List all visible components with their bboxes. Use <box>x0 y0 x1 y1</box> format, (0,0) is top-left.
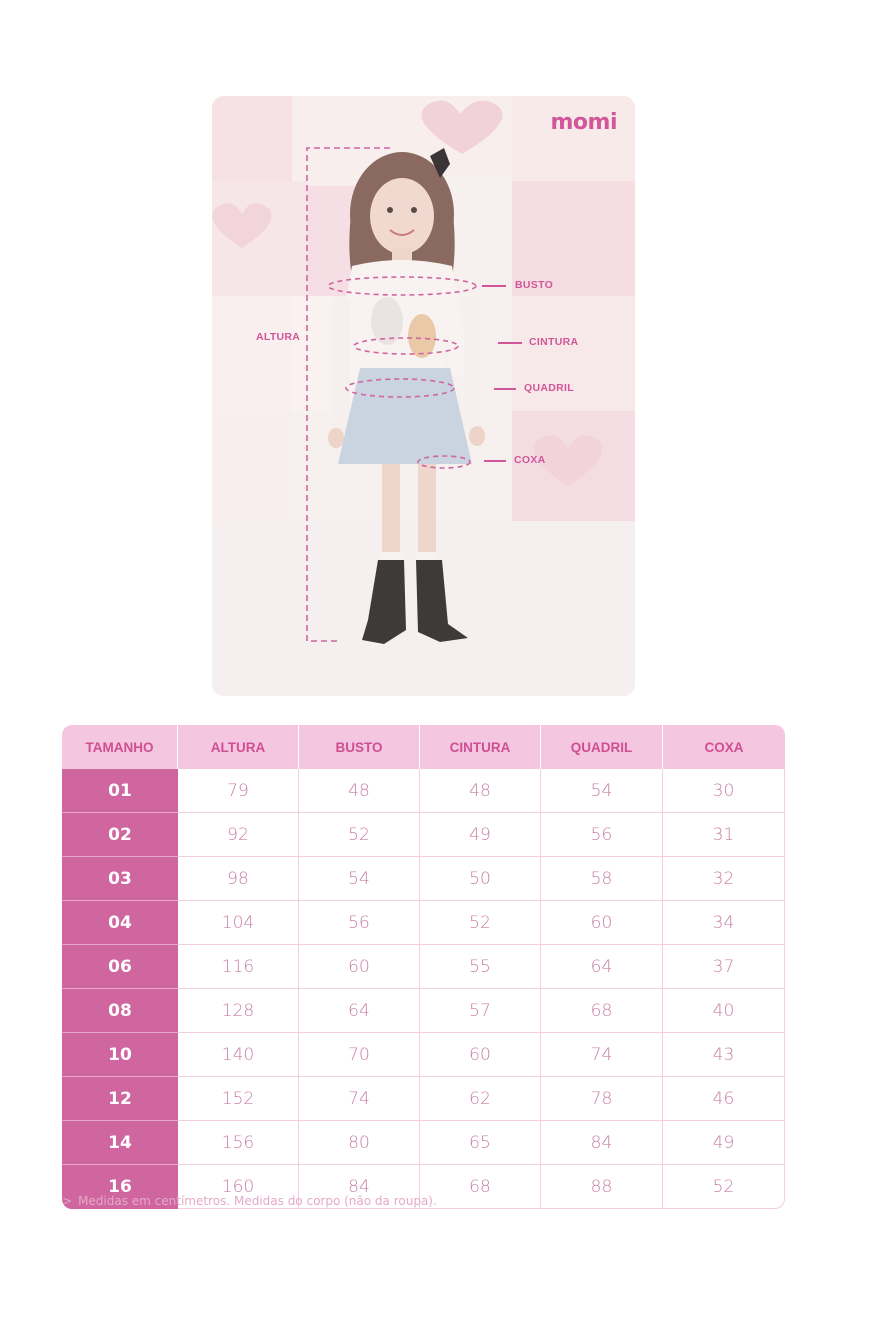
table-row <box>62 989 785 1033</box>
coxa-cell: 49 <box>663 1121 785 1165</box>
altura-cell: 92 <box>178 813 299 857</box>
quadril-cell: 56 <box>541 813 663 857</box>
size-cell: 01 <box>62 769 178 813</box>
busto-label: BUSTO <box>515 279 554 291</box>
cintura-cell: 65 <box>420 1121 541 1165</box>
footnote-text: Medidas em centímetros. Medidas do corpo (não da roupa). <box>78 1194 437 1208</box>
busto-cell: 64 <box>299 989 420 1033</box>
quadril-cell: 60 <box>541 901 663 945</box>
table-row <box>62 1121 785 1165</box>
busto-cell: 74 <box>299 1077 420 1121</box>
altura-cell: 116 <box>178 945 299 989</box>
busto-cell: 52 <box>299 813 420 857</box>
quadril-cell: 88 <box>541 1165 663 1209</box>
footnote <box>62 1194 437 1208</box>
cintura-cell: 52 <box>420 901 541 945</box>
cintura-cell: 50 <box>420 857 541 901</box>
size-cell: 08 <box>62 989 178 1033</box>
busto-cell: 84 <box>299 1165 420 1209</box>
measurement-photo <box>212 96 635 696</box>
size-cell: 04 <box>62 901 178 945</box>
coxa-line <box>484 460 506 462</box>
quadril-cell: 78 <box>541 1077 663 1121</box>
header-busto: BUSTO <box>299 725 420 769</box>
coxa-cell: 40 <box>663 989 785 1033</box>
coxa-cell: 46 <box>663 1077 785 1121</box>
size-cell: 06 <box>62 945 178 989</box>
quadril-cell: 68 <box>541 989 663 1033</box>
cintura-label: CINTURA <box>529 336 579 348</box>
quadril-cell: 64 <box>541 945 663 989</box>
header-coxa: COXA <box>663 725 785 769</box>
coxa-cell: 37 <box>663 945 785 989</box>
child-illustration <box>212 96 635 696</box>
chevron-right-icon: > <box>62 1194 73 1208</box>
altura-cell: 128 <box>178 989 299 1033</box>
altura-cell: 160 <box>178 1165 299 1209</box>
cintura-cell: 60 <box>420 1033 541 1077</box>
busto-line <box>482 285 506 287</box>
busto-cell: 48 <box>299 769 420 813</box>
coxa-cell: 34 <box>663 901 785 945</box>
coxa-cell: 52 <box>663 1165 785 1209</box>
coxa-cell: 30 <box>663 769 785 813</box>
cintura-line <box>498 342 522 344</box>
header-cintura: CINTURA <box>420 725 541 769</box>
busto-cell: 70 <box>299 1033 420 1077</box>
quadril-label: QUADRIL <box>524 382 574 394</box>
busto-cell: 56 <box>299 901 420 945</box>
altura-cell: 140 <box>178 1033 299 1077</box>
size-cell: 10 <box>62 1033 178 1077</box>
table-row <box>62 901 785 945</box>
table-row <box>62 1077 785 1121</box>
altura-cell: 104 <box>178 901 299 945</box>
altura-cell: 156 <box>178 1121 299 1165</box>
altura-label: ALTURA <box>256 331 301 343</box>
quadril-cell: 84 <box>541 1121 663 1165</box>
quadril-cell: 54 <box>541 769 663 813</box>
table-row <box>62 1033 785 1077</box>
busto-cell: 80 <box>299 1121 420 1165</box>
size-table-container <box>62 725 785 1209</box>
cintura-cell: 68 <box>420 1165 541 1209</box>
brand-logo: momi <box>550 110 617 135</box>
cintura-cell: 57 <box>420 989 541 1033</box>
header-tamanho: TAMANHO <box>62 725 178 769</box>
busto-cell: 54 <box>299 857 420 901</box>
header-quadril: QUADRIL <box>541 725 663 769</box>
size-table <box>62 725 785 1209</box>
cintura-cell: 55 <box>420 945 541 989</box>
size-cell: 12 <box>62 1077 178 1121</box>
table-row <box>62 857 785 901</box>
table-row <box>62 769 785 813</box>
coxa-label: COXA <box>514 454 546 466</box>
quadril-line <box>494 388 516 390</box>
cintura-cell: 49 <box>420 813 541 857</box>
coxa-cell: 32 <box>663 857 785 901</box>
coxa-cell: 43 <box>663 1033 785 1077</box>
header-altura: ALTURA <box>178 725 299 769</box>
altura-cell: 98 <box>178 857 299 901</box>
table-row <box>62 945 785 989</box>
size-cell: 14 <box>62 1121 178 1165</box>
table-row <box>62 813 785 857</box>
altura-cell: 79 <box>178 769 299 813</box>
size-cell: 02 <box>62 813 178 857</box>
size-cell: 16 <box>62 1165 178 1209</box>
busto-cell: 60 <box>299 945 420 989</box>
quadril-cell: 74 <box>541 1033 663 1077</box>
table-header-row <box>62 725 785 769</box>
cintura-cell: 62 <box>420 1077 541 1121</box>
quadril-cell: 58 <box>541 857 663 901</box>
altura-cell: 152 <box>178 1077 299 1121</box>
size-cell: 03 <box>62 857 178 901</box>
coxa-cell: 31 <box>663 813 785 857</box>
cintura-cell: 48 <box>420 769 541 813</box>
